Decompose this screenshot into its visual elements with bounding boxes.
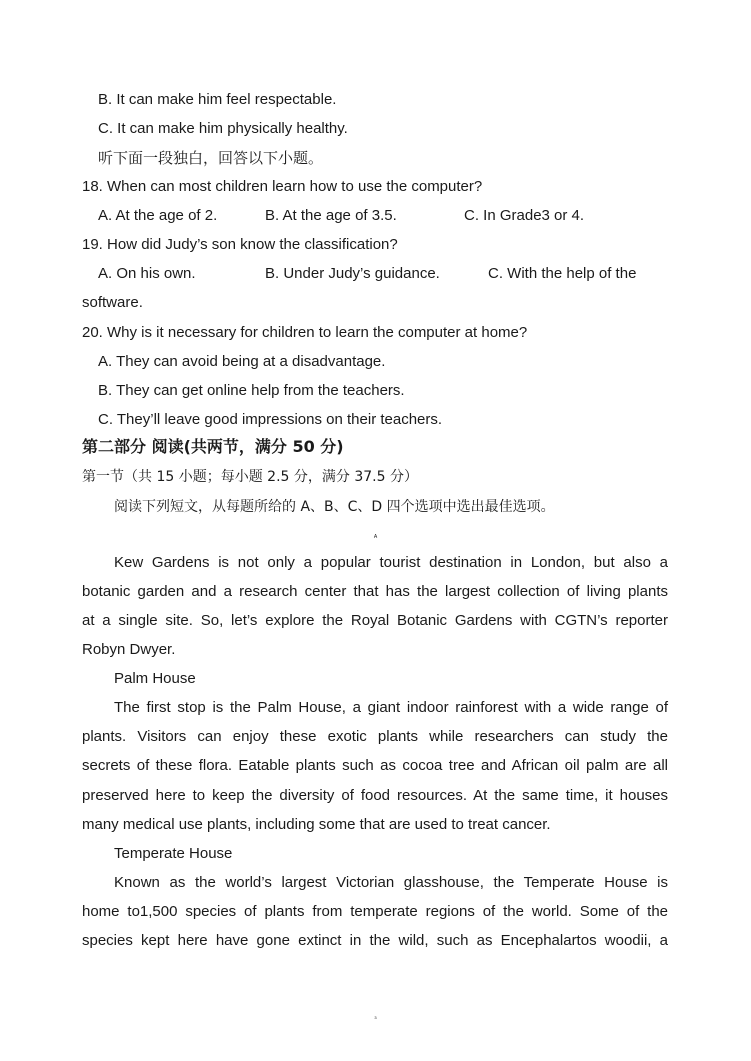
passage-p1-line: Robyn Dwyer. [82, 641, 176, 658]
monologue-instruction: 听下面一段独白，回答以下小题。 [98, 149, 324, 167]
q20-option-b: B. They can get online help from the teachers. [98, 382, 405, 399]
q19-option-a: A. On his own. [98, 265, 196, 282]
passage-p3-line: Known as the world’s largest Victorian glasshouse, the Temperate House is [114, 874, 668, 891]
palm-house-heading: Palm House [114, 670, 196, 687]
q18-option-b: B. At the age of 3.5. [265, 207, 397, 224]
passage-p1-line: botanic garden and a research center that has the largest collection of living plants [82, 583, 668, 600]
passage-p2-line: preserved here to keep the diversity of food resources. At the same time, it houses [82, 787, 668, 804]
passage-p3-line: species kept here have gone extinct in the wild, such as Encephalartos woodii, a [82, 932, 668, 949]
passage-p3-line: home to1,500 species of plants from temperate regions of the world. Some of the [82, 903, 668, 920]
page-number: 3 [374, 1015, 377, 1020]
q20-question: 20. Why is it necessary for children to learn the computer at home? [82, 324, 528, 341]
q20-option-a: A. They can avoid being at a disadvantage. [98, 353, 386, 370]
part2-heading: 第二部分 阅读(共两节，满分 50 分) [82, 437, 344, 456]
q18-option-a: A. At the age of 2. [98, 207, 218, 224]
section1-heading: 第一节（共 15 小题；每小题 2.5 分，满分 37.5 分） [82, 469, 418, 485]
q19-question: 19. How did Judy’s son know the classification? [82, 236, 398, 253]
passage-p2-line: many medical use plants, including some that are used to treat cancer. [82, 816, 551, 833]
passage-p1-line: Kew Gardens is not only a popular tourist destination in London, but also a [114, 554, 668, 571]
q18-question: 18. When can most children learn how to use the computer? [82, 178, 483, 195]
passage-p2-line: The first stop is the Palm House, a giant indoor rainforest with a wide range of [114, 699, 668, 716]
passage-p1-line: at a single site. So, let’s explore the Royal Botanic Gardens with CGTN’s reporter [82, 612, 668, 629]
passage-p2-line: plants. Visitors can enjoy these exotic plants while researchers can study the [82, 728, 668, 745]
q17-option-b: B. It can make him feel respectable. [98, 91, 337, 108]
passage-p2-line: secrets of these flora. Eatable plants such as cocoa tree and African oil palm are all [82, 757, 668, 774]
reading-instruction: 阅读下列短文，从每题所给的 A、B、C、D 四个选项中选出最佳选项。 [114, 499, 555, 515]
q20-option-c: C. They’ll leave good impressions on their teachers. [98, 411, 443, 428]
temperate-house-heading: Temperate House [114, 845, 233, 862]
passage-label: A [373, 534, 378, 540]
q18-option-c: C. In Grade3 or 4. [464, 207, 585, 224]
q19-option-c-continued: software. [82, 294, 143, 311]
q17-option-c: C. It can make him physically healthy. [98, 120, 348, 137]
q19-option-b: B. Under Judy’s guidance. [265, 265, 440, 282]
q19-option-c: C. With the help of the [488, 265, 637, 282]
